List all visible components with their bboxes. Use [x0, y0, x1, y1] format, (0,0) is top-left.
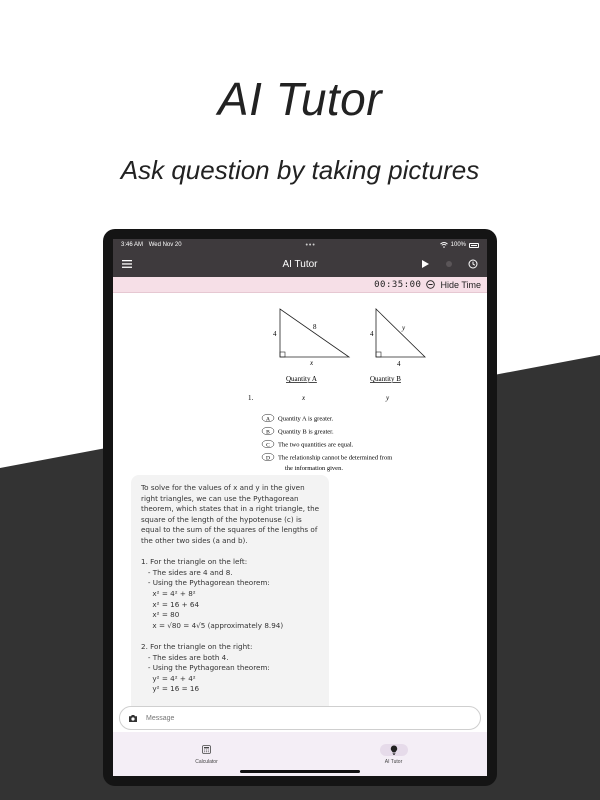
option-text: Quantity A is greater.	[278, 415, 334, 423]
answer-line: 2. For the triangle on the right:	[141, 641, 253, 651]
history-icon[interactable]	[467, 258, 479, 270]
message-bar[interactable]	[119, 706, 481, 730]
option-a[interactable]	[262, 414, 334, 422]
status-bar	[113, 239, 487, 251]
answer-line: - The sides are 4 and 8.	[141, 567, 233, 577]
hide-time-button[interactable]: Hide Time	[440, 279, 481, 290]
quantity-a-label: Quantity A	[286, 375, 317, 383]
option-letter: D	[266, 455, 270, 462]
battery-icon	[469, 243, 479, 248]
multitask-dots-icon[interactable]: •••	[305, 241, 316, 249]
answer-line: x = √80 = 4√5 (approximately 8.94)	[141, 620, 284, 630]
triangle-a-bottom: x	[310, 359, 314, 367]
option-text: Quantity B is greater.	[278, 428, 334, 436]
question-number: 1.	[248, 394, 254, 402]
question-image	[248, 299, 478, 474]
answer-line: x² = 4² + 8²	[141, 588, 196, 598]
answer-line	[141, 631, 319, 642]
lightbulb-icon	[390, 745, 398, 755]
minus-circle-icon[interactable]	[426, 280, 435, 289]
answer-line: right triangles, we can use the Pythagorean	[141, 493, 299, 503]
ai-answer-bubble	[131, 475, 329, 715]
triangle-b-hypotenuse: y	[402, 324, 406, 332]
camera-icon[interactable]	[128, 714, 138, 723]
message-input[interactable]	[146, 715, 472, 722]
triangle-b	[376, 309, 425, 357]
option-letter: A	[266, 416, 270, 423]
nav-label-ai-tutor: AI Tutor	[384, 758, 403, 765]
home-indicator	[240, 770, 360, 773]
quantity-b-value: y	[386, 394, 390, 402]
option-text: The relationship cannot be determined from	[278, 454, 393, 462]
answer-line: To solve for the values of x and y in the given	[141, 483, 305, 492]
option-c[interactable]	[262, 440, 354, 448]
option-letter: B	[266, 429, 270, 436]
chat-content[interactable]	[113, 293, 487, 706]
calculator-icon	[202, 745, 211, 754]
record-icon[interactable]	[443, 258, 455, 270]
battery-percent: 100%	[450, 242, 466, 248]
nav-pill-ai-tutor	[380, 744, 408, 756]
tablet-frame	[103, 229, 497, 786]
app-title: AI Tutor	[282, 258, 318, 270]
answer-line: 1. For the triangle on the left:	[141, 557, 248, 567]
answer-line: - Using the Pythagorean theorem:	[141, 663, 270, 673]
answer-line: x² = 16 + 64	[141, 599, 200, 609]
tablet-screen	[113, 239, 487, 776]
answer-line	[141, 547, 319, 558]
option-b[interactable]	[262, 427, 334, 435]
status-time: 3:46 AM	[121, 242, 144, 248]
triangle-a-hypotenuse: 8	[313, 323, 317, 331]
timer-bar	[113, 277, 487, 293]
triangle-a	[280, 309, 349, 357]
answer-line: theorem, which states that in a right triangle, the	[141, 504, 320, 514]
option-text-continued: the information given.	[285, 465, 343, 472]
option-letter: C	[266, 442, 270, 449]
answer-line: - The sides are both 4.	[141, 652, 229, 662]
option-text: The two quantities are equal.	[278, 441, 354, 449]
triangle-b-bottom: 4	[397, 360, 401, 368]
quantity-b-label: Quantity B	[370, 375, 401, 383]
wifi-icon	[440, 242, 448, 248]
answer-line: equal to the sum of the squares of the lengths of	[141, 525, 318, 535]
hero-subtitle: Ask question by taking pictures	[120, 155, 480, 185]
answer-line: y² = 16 = 16	[141, 684, 200, 694]
answer-line: - Using the Pythagorean theorem:	[141, 578, 270, 588]
answer-line: the other two sides (a and b).	[141, 535, 248, 545]
timer-value: 00:35:00	[374, 279, 422, 290]
play-icon[interactable]	[419, 258, 431, 270]
quantity-a-value: x	[302, 394, 306, 402]
hero-title: AI Tutor	[217, 73, 383, 125]
app-bar	[113, 251, 487, 277]
menu-icon[interactable]	[121, 258, 133, 270]
option-d[interactable]	[262, 453, 392, 472]
status-date: Wed Nov 20	[148, 242, 182, 248]
answer-line: x² = 80	[141, 610, 180, 620]
answer-line: y² = 4² + 4²	[141, 673, 196, 683]
triangle-a-side-left: 4	[273, 330, 277, 338]
nav-label-calculator: Calculator	[195, 758, 218, 765]
nav-pill-calculator	[193, 744, 221, 756]
answer-line: square of the length of the hypotenuse (c) is	[141, 514, 302, 524]
triangle-b-side-left: 4	[370, 330, 374, 338]
